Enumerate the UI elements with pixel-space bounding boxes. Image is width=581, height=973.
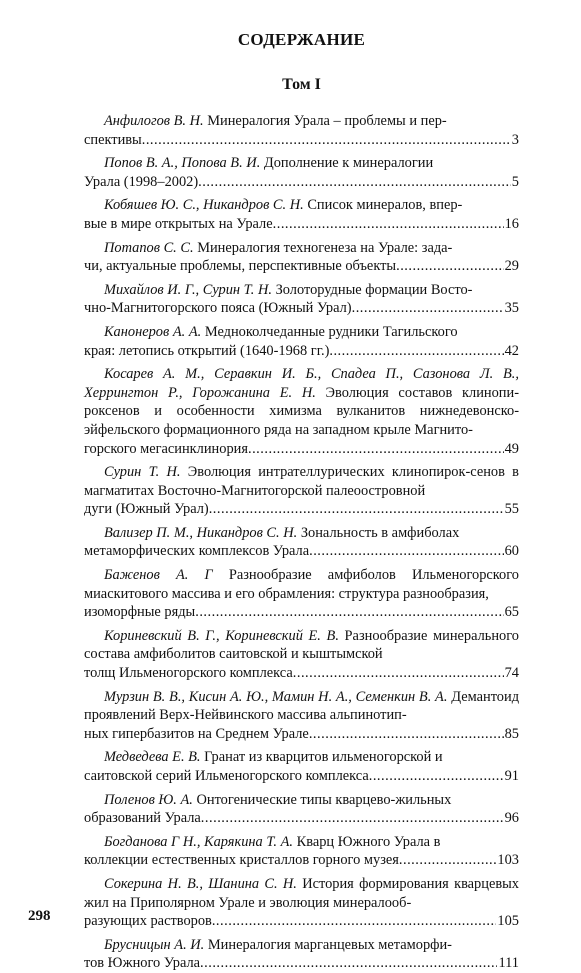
entry-last-line (84, 664, 519, 683)
toc-entry (84, 365, 519, 458)
page-number: 298 (28, 908, 51, 924)
entry-title: Разнообразие минерального состава амфиболитов саитовской и кыштымской (84, 627, 519, 663)
entry-text (84, 627, 519, 664)
toc-entry (84, 239, 519, 276)
entry-last-line (84, 342, 519, 361)
entry-authors: Кобяшев Ю. С., Никандров С. Н. (104, 197, 304, 214)
dot-leader (273, 215, 504, 234)
entry-title: Дополнение к минералогии (263, 155, 434, 172)
entry-last-line (84, 767, 519, 786)
toc-entry (84, 748, 519, 785)
volume-heading: Том I (282, 76, 321, 93)
entry-title: История формирования кварцевых жил на Приполярном Урале и эволюция минералооб- (84, 875, 519, 911)
entry-authors: Богданова Г Н., Карякина Т. А. (104, 833, 294, 850)
entry-text (84, 524, 519, 543)
entry-last-line (84, 500, 519, 519)
entry-last-line (84, 725, 519, 744)
entry-authors: Баженов А. Г (104, 567, 213, 584)
entry-authors: Поленов Ю. А. (104, 791, 193, 808)
entry-title: Эволюция интрателлурических клинопирок-сенов в магматитах Восточно-Магнитогорской палеоостровной (84, 464, 519, 499)
entry-title-end: дуги (Южный Урал) (84, 501, 209, 518)
entry-page-number: 55 (504, 501, 519, 518)
entry-last-line (84, 215, 519, 234)
entry-title-end: Урала (1998–2002) (84, 173, 199, 190)
entry-title: Список минералов, впер- (307, 197, 463, 214)
entry-text (84, 875, 519, 912)
entry-last-line (84, 809, 519, 828)
entry-page-number: 103 (497, 852, 519, 869)
entry-last-line (84, 912, 519, 931)
entry-title: Эволюция составов клинопи-роксенов и особенности химизма вулканитов нижнедевонско-эйфельского формационного ряда на западном крыле Магнито- (84, 384, 519, 438)
entry-title: Минералогия марганцевых метаморфи- (207, 936, 452, 953)
entry-page-number: 35 (504, 300, 519, 317)
toc-entry (84, 833, 519, 870)
toc-entry (84, 791, 519, 828)
toc-entry (84, 281, 519, 318)
entry-title-end: горского мегасинклинория (84, 440, 248, 457)
dot-leader (369, 767, 504, 786)
dot-leader (248, 440, 504, 459)
entry-page-number: 74 (504, 665, 519, 682)
entry-title: Гранат из кварцитов ильменогорской и (204, 749, 443, 766)
toc-list (84, 112, 519, 973)
dot-leader (142, 131, 511, 150)
entry-authors: Сурин Т. Н. (104, 464, 181, 481)
dot-leader (200, 954, 497, 973)
entry-text (84, 463, 519, 500)
entry-authors: Сокерина Н. В., Шанина С. Н. (104, 875, 297, 892)
entry-page-number: 29 (504, 258, 519, 275)
toc-entry (84, 524, 519, 561)
entry-text (84, 936, 519, 955)
toc-entry (84, 688, 519, 744)
entry-text (84, 281, 519, 300)
entry-page-number: 3 (511, 131, 519, 148)
entry-page-number: 16 (504, 215, 519, 232)
entry-text (84, 791, 519, 810)
toc-entry (84, 627, 519, 683)
entry-title-end: метаморфических комплексов Урала (84, 543, 310, 560)
entry-text (84, 833, 519, 852)
entry-authors: Мурзин В. В., Кисин А. Ю., Мамин Н. А., Семенкин В. А. (104, 688, 448, 705)
entry-text (84, 196, 519, 215)
entry-last-line (84, 954, 519, 973)
dot-leader (309, 542, 504, 561)
entry-page-number: 5 (511, 173, 519, 190)
page-heading: СОДЕРЖАНИЕ (237, 30, 366, 49)
entry-title-end: края: летопись открытий (1640-1968 гг.) (84, 342, 330, 359)
entry-title-end: саитовской серий Ильменогорского комплекса (84, 768, 369, 784)
entry-page-number: 111 (498, 955, 519, 972)
toc-entry (84, 566, 519, 622)
entry-text (84, 112, 519, 131)
entry-page-number: 60 (504, 543, 519, 560)
entry-title: Кварц Южного Урала в (296, 833, 441, 850)
entry-text (84, 365, 519, 439)
entry-title: Минералогия Урала – проблемы и пер- (207, 113, 447, 129)
entry-text (84, 323, 519, 342)
entry-authors: Михайлов И. Г., Сурин Т. Н. (104, 281, 272, 298)
dot-leader (201, 809, 504, 828)
toc-entry (84, 154, 519, 191)
entry-page-number: 91 (504, 768, 519, 784)
entry-page-number: 42 (504, 342, 519, 359)
entry-text (84, 688, 519, 725)
entry-authors: Косарев А. М., Серавкин И. Б., Спадеа П., Сазонова Л. В., Херрингтон Р., Горожанина Е. Н. (84, 366, 519, 401)
entry-page-number: 49 (504, 440, 519, 457)
entry-title-end: коллекции естественных кристаллов горного музея (84, 852, 399, 869)
entry-last-line (84, 851, 519, 870)
entry-authors: Медведева Е. В. (104, 749, 201, 766)
entry-title-end: изоморфные ряды (84, 604, 196, 621)
entry-authors: Канонеров А. А. (104, 323, 202, 340)
entry-title-end: спективы (84, 131, 142, 148)
entry-authors: Кориневский В. Г., Кориневский Е. В. (104, 627, 339, 644)
entry-authors: Потапов С. С. (104, 239, 194, 256)
toc-entry (84, 463, 519, 519)
entry-last-line (84, 440, 519, 459)
entry-last-line (84, 299, 519, 318)
entry-authors: Попов В. А., Попова В. И. (104, 155, 261, 172)
entry-authors: Анфилогов В. Н. (104, 113, 204, 129)
entry-last-line (84, 603, 519, 622)
entry-page-number: 105 (497, 913, 519, 930)
dot-leader (212, 912, 497, 931)
entry-title-end: чи, актуальные проблемы, перспективные объекты (84, 258, 397, 275)
entry-title: Медноколчеданные рудники Тагильского (204, 323, 458, 340)
entry-title-end: толщ Ильменогорского комплекса (84, 665, 293, 682)
entry-title: Онтогенические типы кварцево-жильных (196, 791, 452, 808)
entry-page-number: 96 (504, 810, 519, 827)
entry-text (84, 748, 519, 767)
dot-leader (195, 603, 503, 622)
entry-page-number: 65 (504, 604, 519, 621)
dot-leader (352, 299, 504, 318)
entry-last-line (84, 542, 519, 561)
entry-title: Зональность в амфиболах (300, 524, 460, 541)
entry-title: Минералогия техногенеза на Урале: зада- (197, 239, 453, 256)
dot-leader (309, 725, 504, 744)
toc-entry (84, 875, 519, 931)
dot-leader (399, 851, 497, 870)
entry-text (84, 154, 519, 173)
entry-title: Демантоид проявлений Верх-Нейвинского массива альпинотип- (84, 688, 520, 724)
entry-title-end: вые в мире открытых на Урале (84, 215, 273, 232)
entry-authors: Вализер П. М., Никандров С. Н. (104, 524, 298, 541)
entry-text (84, 239, 519, 258)
toc-entry (84, 196, 519, 233)
toc-entry (84, 936, 519, 973)
entry-title: Золоторудные формации Восто- (275, 281, 473, 298)
entry-last-line (84, 131, 519, 150)
entry-title: Разнообразие амфиболов Ильменогорского миаскитового массива и его обрамления: структура разнообразия, (84, 567, 519, 602)
entry-title-end: образований Урала (84, 810, 201, 827)
entry-page-number: 85 (504, 725, 519, 742)
dot-leader (293, 664, 504, 683)
entry-title-end: тов Южного Урала (84, 955, 201, 972)
toc-entry (84, 323, 519, 360)
entry-title-end: ных гипербазитов на Среднем Урале (84, 725, 309, 742)
dot-leader (198, 173, 511, 192)
entry-title-end: разующих растворов (84, 913, 212, 930)
dot-leader (396, 257, 504, 276)
dot-leader (209, 500, 504, 519)
entry-title-end: чно-Магнитогорского пояса (Южный Урал) (84, 300, 352, 317)
entry-last-line (84, 173, 519, 192)
entry-authors: Брусницын А. И. (104, 936, 205, 953)
entry-last-line (84, 257, 519, 276)
entry-text (84, 566, 519, 603)
toc-entry (84, 112, 519, 149)
dot-leader (329, 342, 503, 361)
